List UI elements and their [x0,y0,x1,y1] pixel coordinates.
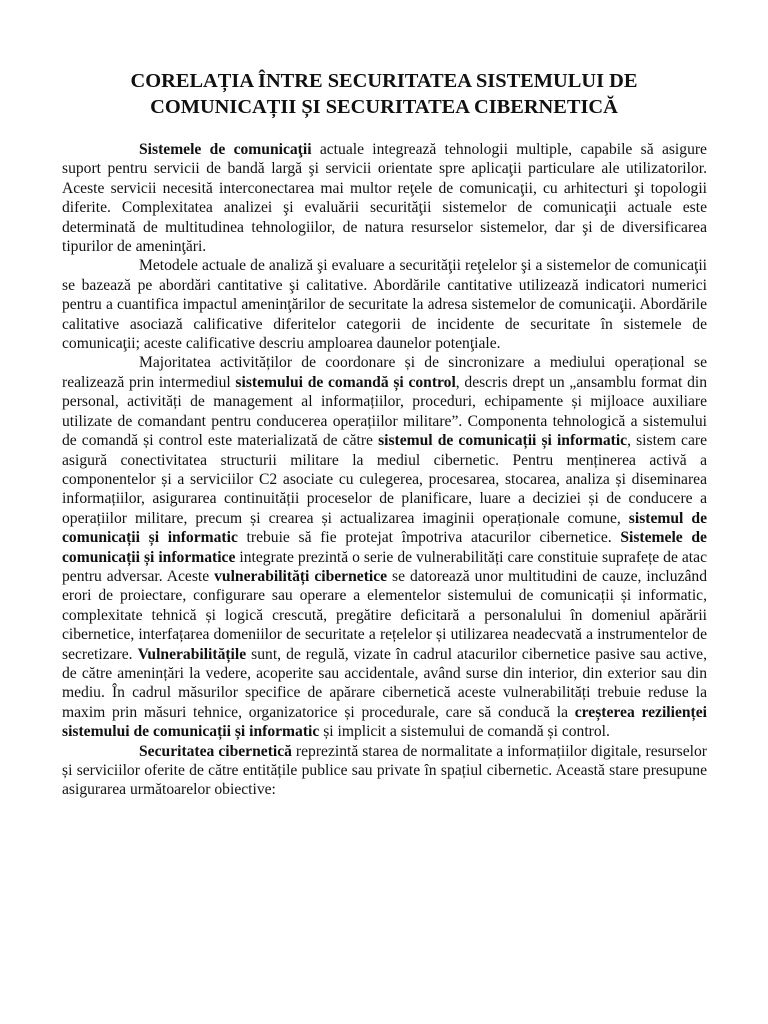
paragraph-text: , descris drept un „ansamblu format din personal, activități de management al informațiilor, proceduri, echipamente și mijloace auxiliare utilizate de comandant pentru conducerea operațiilor militare”. Componenta tehnologică a sistemului de comandă și control este materializată de către [62,373,708,450]
emphasis-text: Securitatea cibernetică [139,742,292,760]
paragraph [62,140,707,256]
paragraph-text: trebuie să fie protejat împotriva atacurilor cibernetice. [237,529,621,547]
emphasis-text: Sistemele de comunicații și informatice [62,529,707,566]
document-title [60,68,708,120]
emphasis-text: sistemul de comunicații și informatic [378,432,628,450]
emphasis-text: sistemului de comandă și control [235,373,456,391]
emphasis-text: sistemul de comunicații și informatic [62,509,707,547]
emphasis-text: Sistemele de comunicaţii [139,141,312,158]
paragraph-text: și implicit a sistemului de comandă și control. [319,723,610,741]
paragraph-text: se datorează unor multitudini de cauze, incluzând erori de proiectare, configurare sau operare a elementelor sistemului de comunicații și informatic, complexitate tehnică și logică crescută, pregătire deficitară a personalului în domeniul apărării cibernetice, interfațarea domeniilor de securitate a rețelelor și utilizarea neadecvată a instrumentelor de secretizare. [62,567,707,663]
emphasis-text: Vulnerabilitățile [137,645,247,663]
paragraph-text: Majoritatea activităților de coordonare și de sincronizare a mediului operațional se realizează prin intermediul [62,354,707,391]
title-line-1: CORELAȚIA ÎNTRE SECURITATEA SISTEMULUI DE [130,70,638,92]
paragraph-text: , sistem care asigură conectivitatea structurii militare la mediul cibernetic. Pentru menținerea activă a componentelor și a serviciilor C2 asociate cu culegerea, procesarea, stocarea, analiza și diseminarea informațiilor, asigurarea continuității proceselor de planificare, luare a deciziei și de conducere a operațiilor militare, precum și crearea și actualizarea imaginii operaționale comune, [62,432,707,527]
paragraph-text: reprezintă starea de normalitate a informațiilor digitale, resurselor și serviciilor oferite de către entitățile publice sau private în spațiul cibernetic. Această stare presupune asigurarea următoarelor obiective: [62,742,707,799]
paragraph-text: actuale integrează tehnologii multiple, capabile să asigure suport pentru servicii de bandă largă şi servicii orientate spre aplicaţii particulare ale utilizatorilor. Aceste servicii necesită interconectarea mai multor reţele de comunicaţii, cu arhitecturi şi topologii diferite. Complexitatea analizei şi evaluării securităţii sistemelor de comunicaţii actuale este determinată de multitudinea tehnologiilor, de natura resurselor sistemelor, dar şi de diversificarea tipurilor de ameninţări. [62,141,707,256]
emphasis-text: creșterea rezilienței sistemului de comunicații și informatic [62,703,707,741]
paragraph-text: Metodele actuale de analiză şi evaluare a securităţii reţelelor şi a sistemelor de comunicaţii se bazează pe abordări cantitative şi calitative. Abordările cantitative utilizează indicatori numerici pentru a cuantifica impactul ameninţărilor de securitate la adresa sistemelor de comunicaţii. Abordările calitative asociază calificative diferitelor categorii de incidente de securitate în sistemele de comunicaţii; aceste calificative descriu amploarea daunelor potenţiale. [62,257,707,353]
paragraph-text: sunt, de regulă, vizate în cadrul atacurilor cibernetice pasive sau active, de către amenințări la vedere, acoperite sau accidentale, având surse din interior, din exterior sau din mediu. În cadrul măsurilor specifice de apărare cibernetică aceste vulnerabilități trebuie reduse la maxim prin măsuri tehnice, organizatorice și procedurale, care să conducă la [62,645,707,721]
title-line-2: COMUNICAȚII ȘI SECURITATEA CIBERNETICĂ [150,96,618,118]
paragraph [62,353,707,741]
paragraph-text: integrate prezintă o serie de vulnerabilități care constituie suprafețe de atac pentru adversar. Aceste [62,548,707,585]
paragraph [62,256,707,353]
paragraph [62,742,707,800]
emphasis-text: vulnerabilități cibernetice [214,567,388,585]
document-body [62,140,707,800]
